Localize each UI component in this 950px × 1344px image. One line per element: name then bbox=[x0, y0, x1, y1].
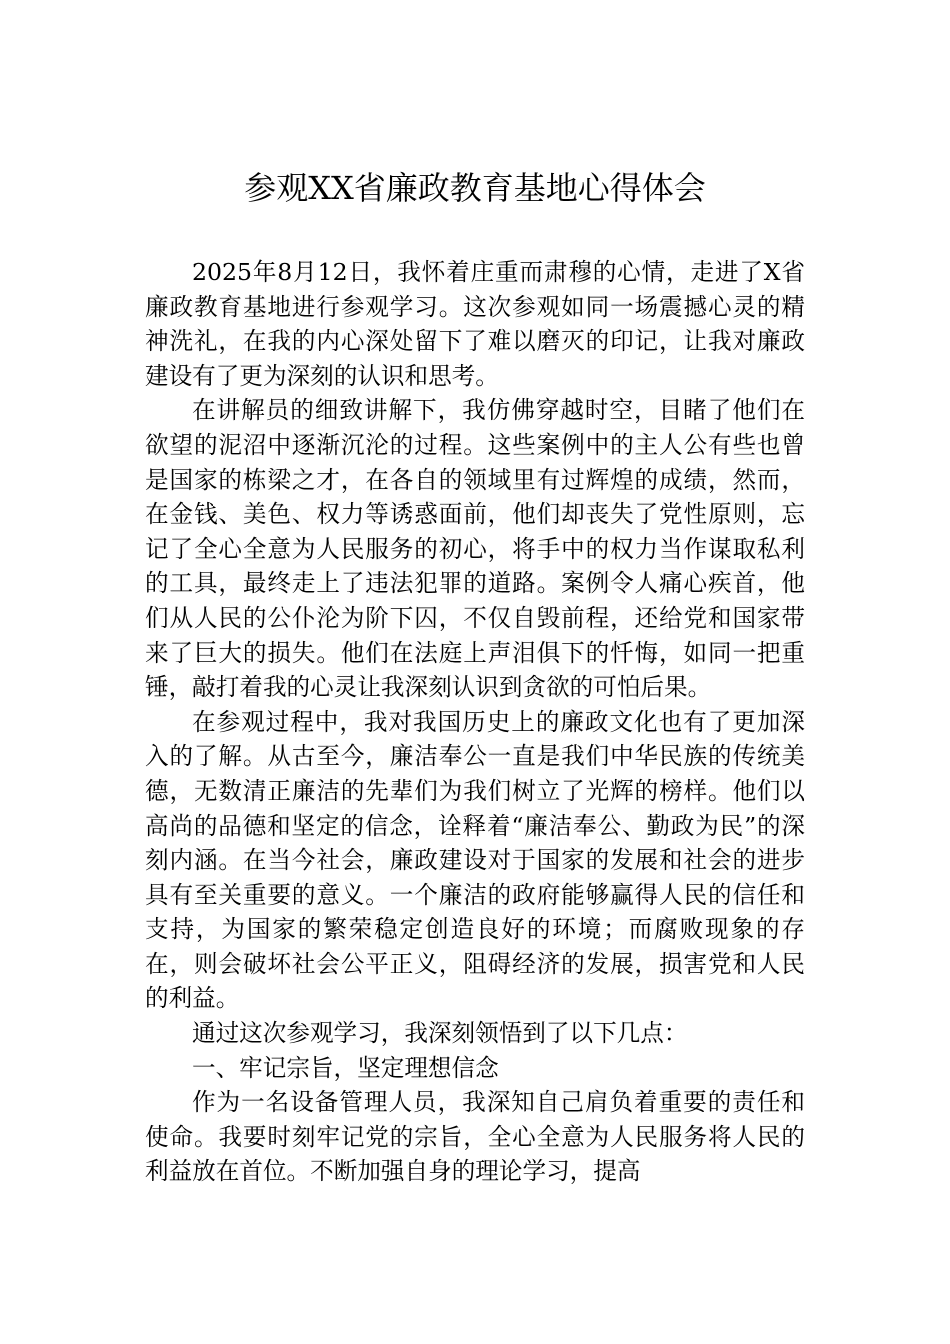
document-title: 参观XX省廉政教育基地心得体会 bbox=[244, 169, 706, 207]
document-body bbox=[145, 255, 805, 1189]
paragraph-intro: 2025年8月12日，我怀着庄重而肃穆的心情，走进了X省廉政教育基地进行参观学习。这次参观如同一场震撼心灵的精神洗礼，在我的内心深处留下了难以磨灭的印记，让我对廉政建设有了更为深刻的认识和思考。 bbox=[145, 258, 805, 390]
paragraph-culture: 在参观过程中，我对我国历史上的廉政文化也有了更加深入的了解。从古至今，廉洁奉公一直是我们中华民族的传统美德，无数清正廉洁的先辈们为我们树立了光辉的榜样。他们以高尚的品德和坚定的信念，诠释着“廉洁奉公、勤政为民”的深刻内涵。在当今社会，廉政建设对于国家的发展和社会的进步具有至关重要的意义。一个廉洁的政府能够赢得人民的信任和支持，为国家的繁荣稳定创造良好的环境；而腐败现象的存在，则会破坏社会公平正义，阻碍经济的发展，损害党和人民的利益。 bbox=[145, 707, 805, 1013]
section-heading: 一、牢记宗旨，坚定理想信念 bbox=[192, 1053, 499, 1082]
paragraph-cases: 在讲解员的细致讲解下，我仿佛穿越时空，目睹了他们在欲望的泥沼中逐渐沉沦的过程。这些案例中的主人公有些也曾是国家的栋梁之才，在各自的领域里有过辉煌的成绩，然而，在金钱、美色、权力等诱惑面前，他们却丧失了党性原则，忘记了全心全意为人民服务的初心，将手中的权力当作谋取私利的工具，最终走上了违法犯罪的道路。案例令人痛心疾首，他们从人民的公仆沦为阶下囚，不仅自毁前程，还给党和国家带来了巨大的损失。他们在法庭上声泪俱下的忏悔，如同一把重锤，敲打着我的心灵让我深刻认识到贪欲的可怕后果。 bbox=[145, 396, 805, 702]
paragraph-section-one: 作为一名设备管理人员，我深知自己肩负着重要的责任和使命。我要时刻牢记党的宗旨，全心全意为人民服务将人民的利益放在首位。不断加强自身的理论学习，提高 bbox=[145, 1088, 805, 1186]
paragraph-lessons-lead: 通过这次参观学习，我深刻领悟到了以下几点： bbox=[192, 1019, 688, 1048]
